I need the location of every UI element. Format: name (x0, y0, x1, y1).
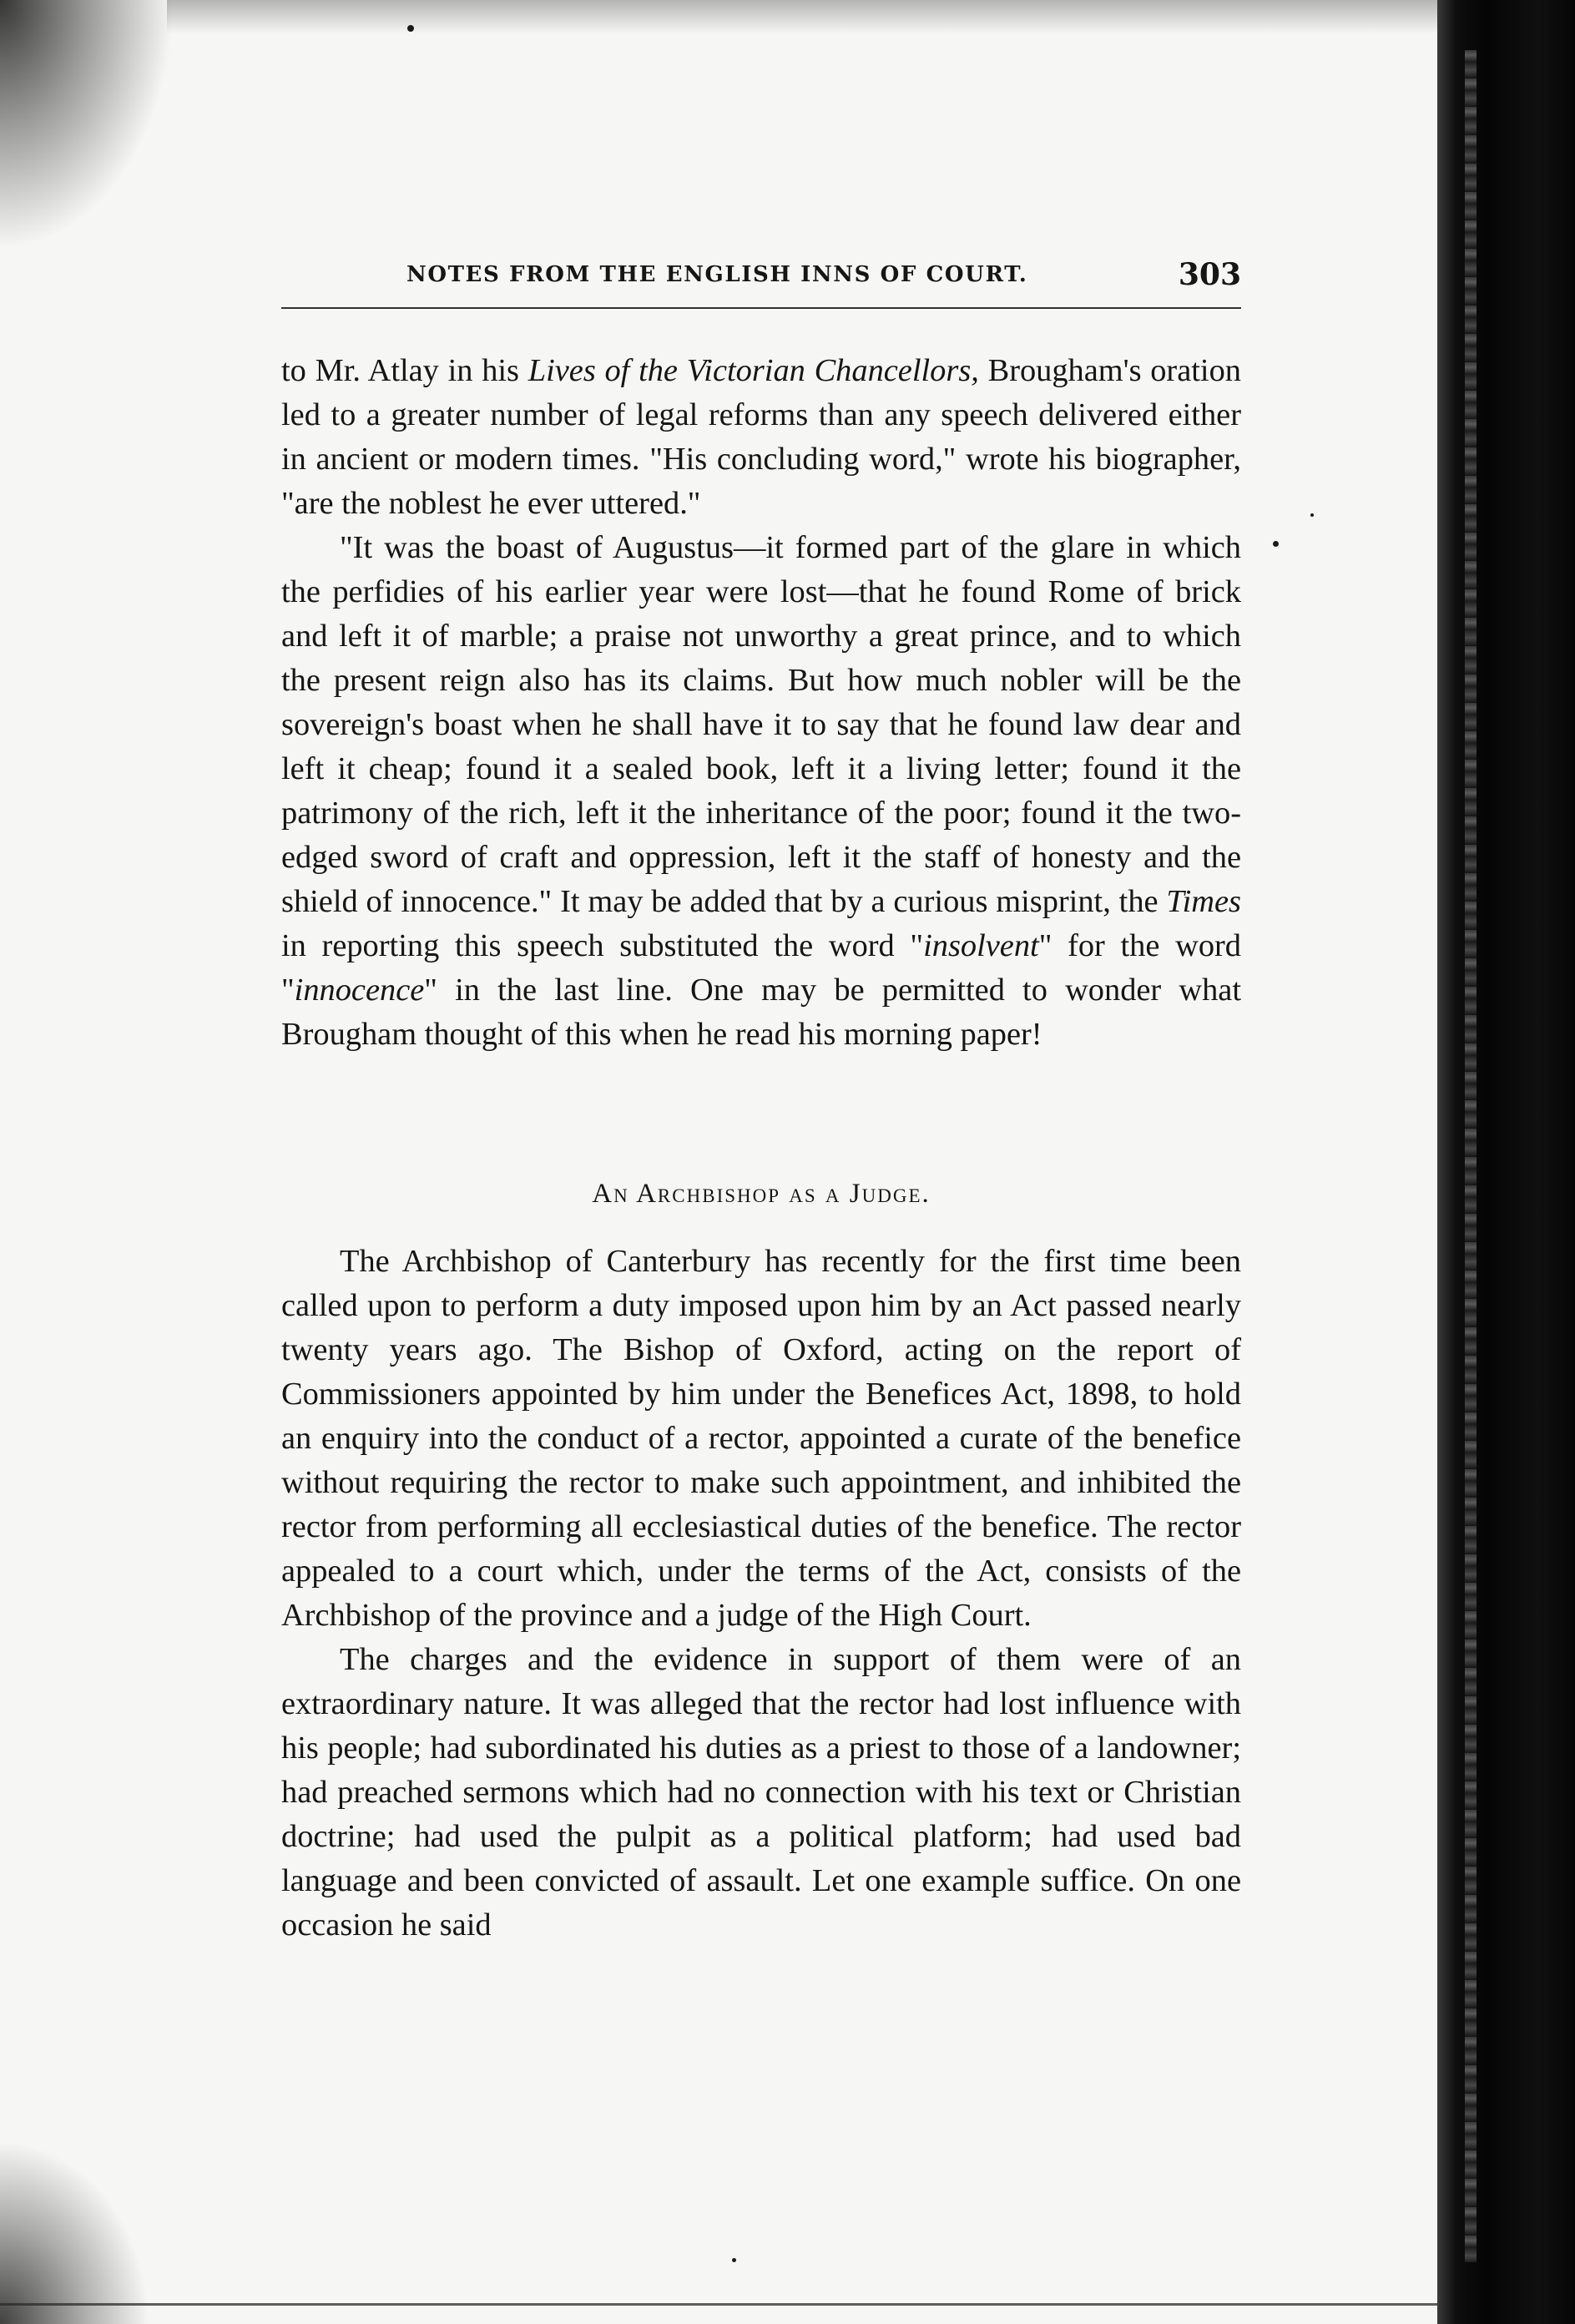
paragraph-2 (281, 526, 1241, 1057)
scan-speck (732, 2258, 736, 2262)
page-number: 303 (1178, 257, 1241, 292)
text-segment: " for the word " (281, 928, 1241, 1008)
scan-shadow-top (167, 0, 1444, 33)
text-segment-italic: Lives of the Victorian Chancellors, (528, 353, 979, 388)
text-segment: to Mr. Atlay in his (281, 353, 528, 388)
running-header (281, 257, 1241, 296)
text-segment-italic: insolvent (923, 928, 1039, 963)
text-segment: in reporting this speech substituted the word " (281, 928, 924, 963)
paragraph-1 (281, 349, 1241, 526)
body-text-bottom (281, 1240, 1241, 1948)
section-heading: An Archbishop as a Judge. (592, 1179, 931, 1209)
scan-speck (1310, 513, 1314, 517)
header-rule (281, 307, 1241, 309)
body-text-top (281, 349, 1241, 1057)
text-segment-italic: innocence (294, 973, 425, 1008)
scan-shadow-bottom-left (0, 2140, 150, 2324)
book-binding-edge (1437, 0, 1575, 2324)
scan-speck (1273, 541, 1279, 547)
paragraph-4: The charges and the evidence in support of them were of an extraordinary nature. It was alleged that the rector had lost influence with his people; had subordinated his duties as a priest to those of a landowner; had preached sermons which had no connection with his text or Christian doctrine; had used the pulpit as a political platform; had used bad language and been convicted of assault. Let one example suffice. On one occasion he said (281, 1642, 1241, 1943)
text-segment: "It was the boast of Augustus—it formed part of the glare in which the perfidies of his earlier year were lost—that he found Rome of brick and left it of marble; a praise not unworthy a great prince, and to which the present reign also has its claims. But how much nobler will be the sovereign's boast when he shall have it to say that he found law dear and left it cheap; found it a sealed book, left it a living letter; found it the patrimony of the rich, left it the inheritance of the poor; found it the two-edged sword of craft and oppression, left it the staff of honesty and the shield of innocence." It may be added that by a curious misprint, the (281, 530, 1241, 919)
scan-speck (407, 25, 414, 32)
paragraph-3: The Archbishop of Canterbury has recently for the first time been called upon to perform a duty imposed upon him by an Act passed nearly twenty years ago. The Bishop of Oxford, acting on the report of Commissioners appointed by him under the Benefices Act, 1898, to hold an enquiry into the conduct of a rector, appointed a curate of the benefice without requiring the rector to make such appointment, and inhibited the rector from performing all ecclesiastical duties of the benefice. The rector appealed to a court which, under the terms of the Act, consists of the Archbishop of the province and a judge of the High Court. (281, 1244, 1241, 1633)
scan-shadow-top-left (0, 0, 175, 250)
text-segment-italic: Times (1166, 884, 1241, 919)
running-title: NOTES FROM THE ENGLISH INNS OF COURT. (406, 262, 1028, 287)
text-segment: " in the last line. One may be permitted to wonder what Brougham thought of this when he read his morning paper! (281, 973, 1241, 1052)
binding-texture (1465, 50, 1477, 2262)
scan-bottom-edge (0, 2303, 1437, 2306)
text-segment: Brougham's oration led to a greater number of legal reforms than any speech delivered either in ancient or modern times. "His concluding word," wrote his biographer, "are the noblest he ever uttered." (281, 353, 1241, 521)
